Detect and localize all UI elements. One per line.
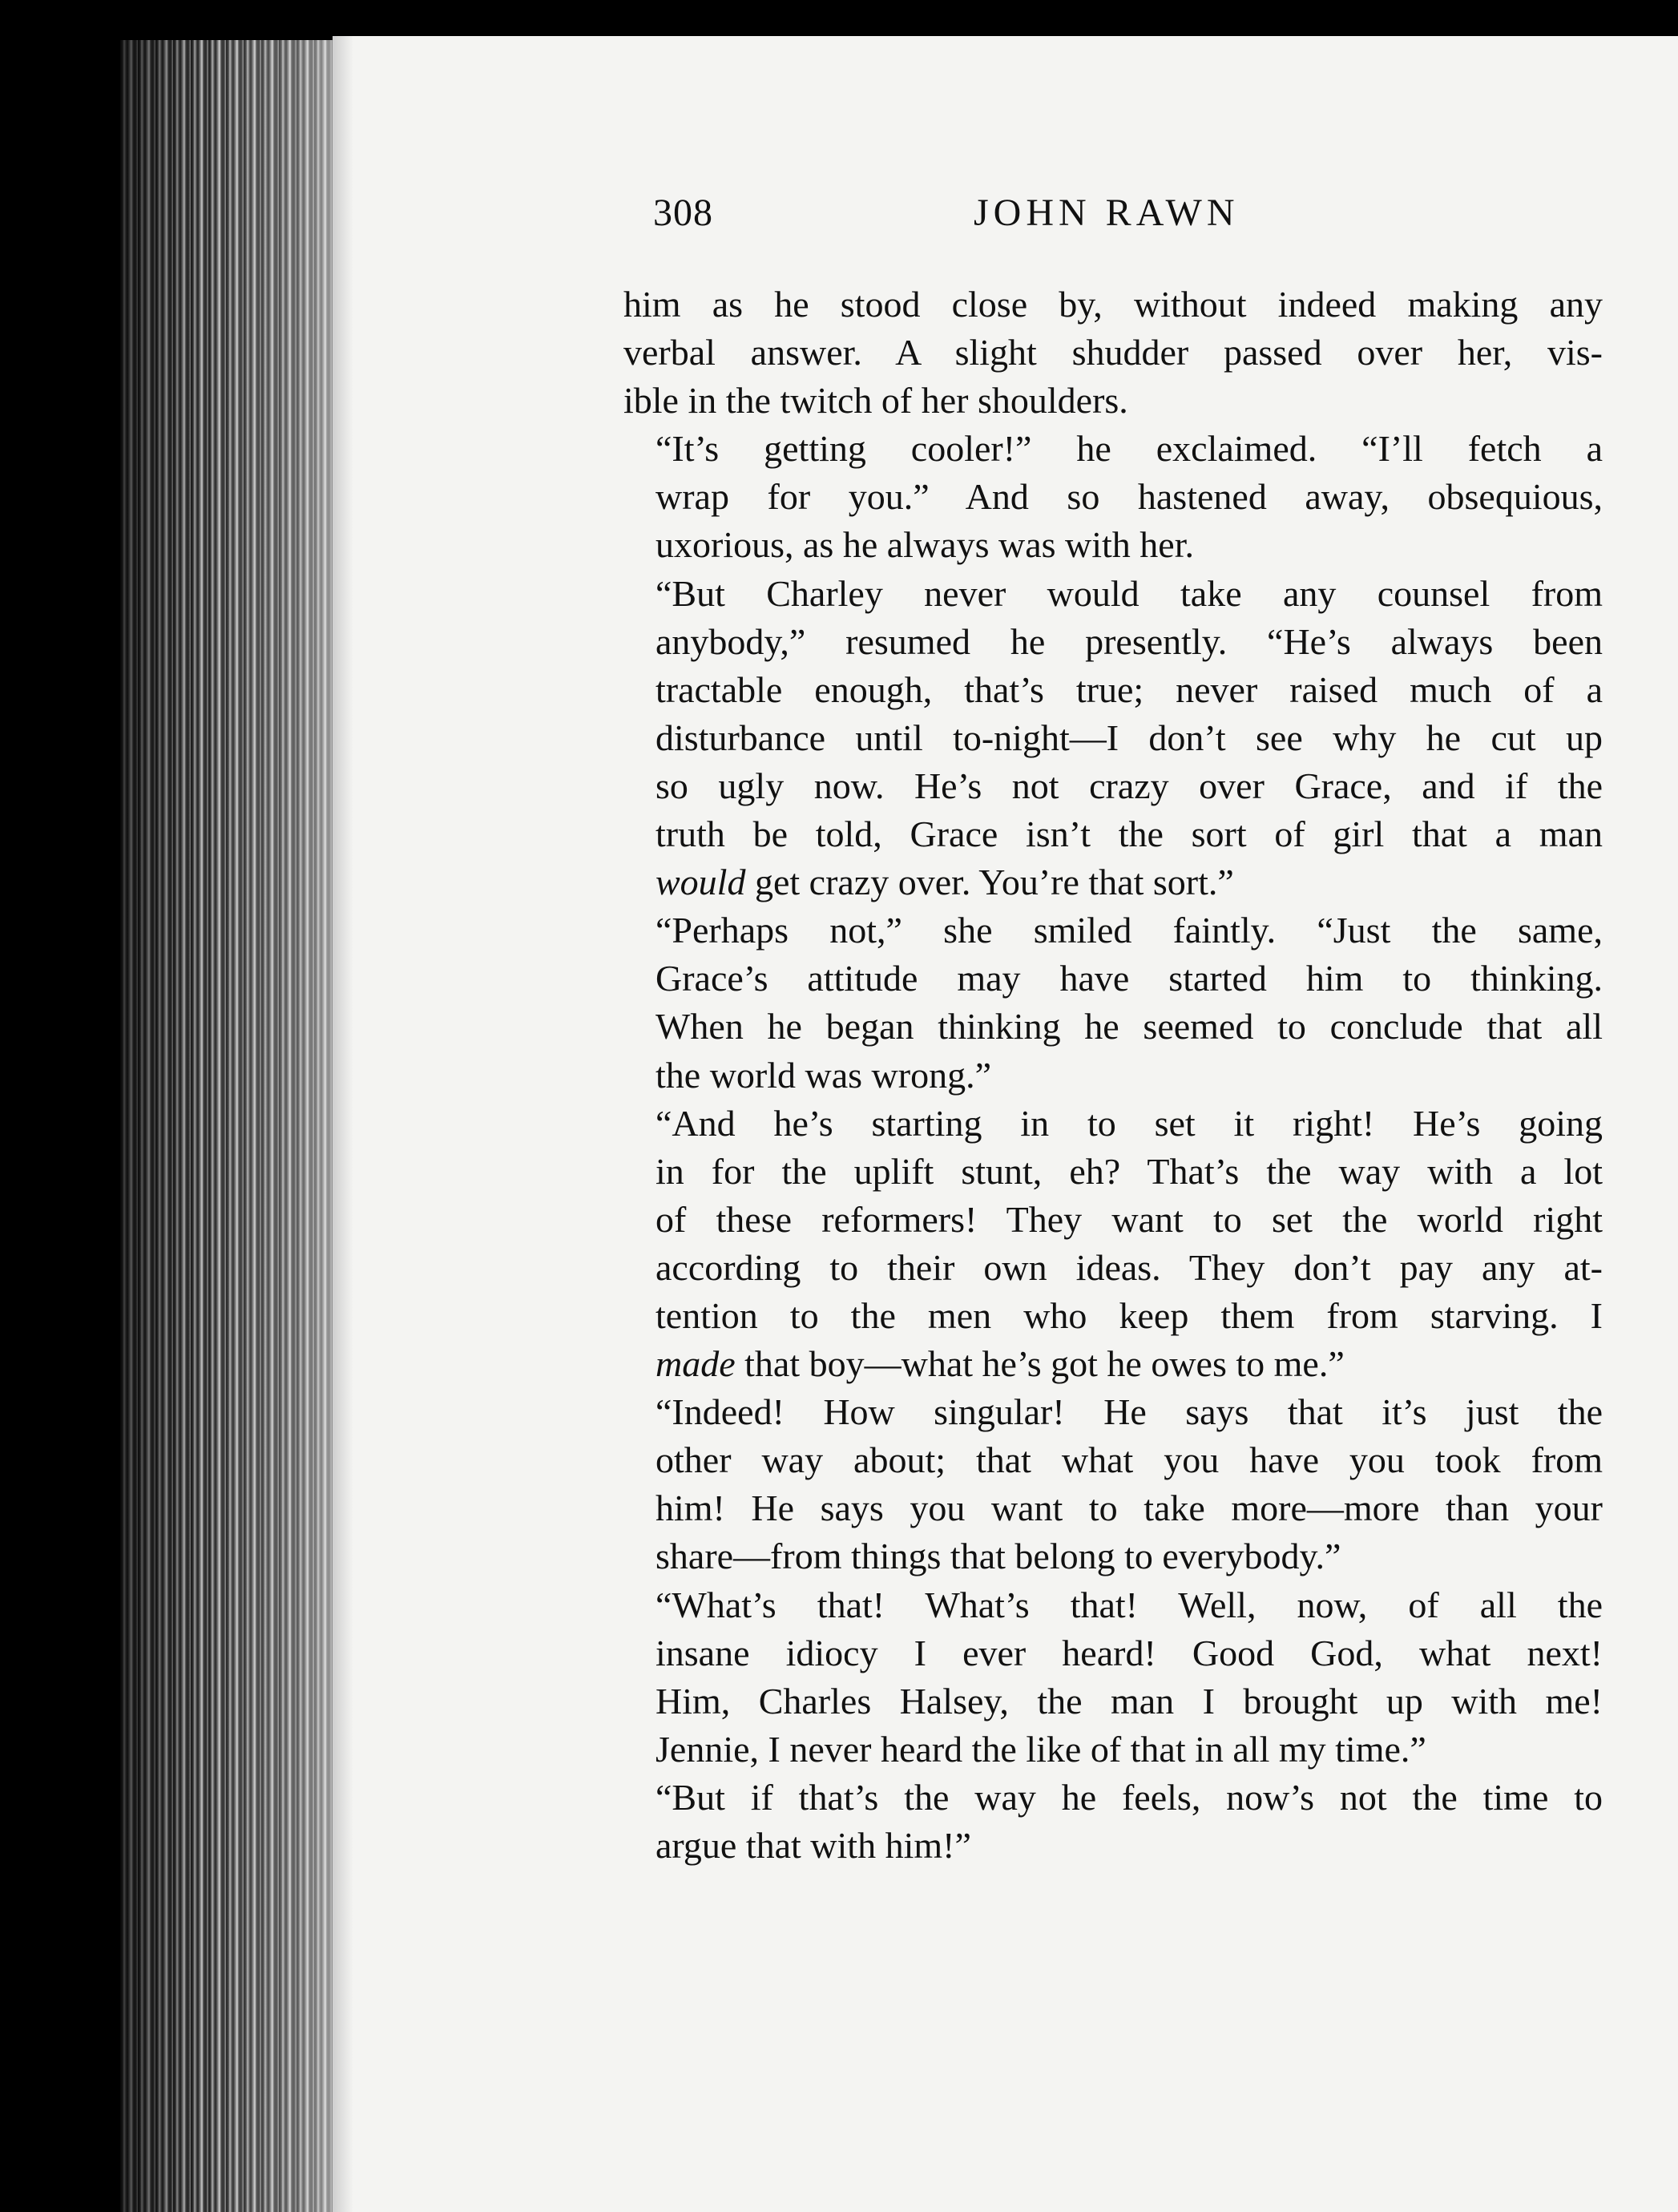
- text-line: in for the uplift stunt, eh? That’s the way with a lot: [655, 1150, 1603, 1192]
- text-line: anybody,” resumed he presently. “He’s always been: [655, 620, 1603, 662]
- running-head: JOHN RAWN: [974, 192, 1240, 234]
- text-line: him! He says you want to take more—more than your: [655, 1487, 1603, 1529]
- body-text: [623, 281, 1603, 1870]
- book-page-edges: [120, 40, 337, 2212]
- paragraph: [623, 425, 1603, 569]
- text-line: tractable enough, that’s true; never raised much of a: [655, 668, 1603, 710]
- paragraph: [623, 570, 1603, 907]
- text-line: truth be told, Grace isn’t the sort of girl that a man: [655, 813, 1603, 855]
- text-line: according to their own ideas. They don’t pay any at-: [655, 1246, 1603, 1288]
- paragraph: [623, 281, 1603, 425]
- text-line: other way about; that what you have you took from: [655, 1439, 1603, 1481]
- text-line: disturbance until to-night—I don’t see why he cut up: [655, 716, 1603, 758]
- text-line: uxorious, as he always was with her.: [655, 524, 1194, 566]
- text-line: share—from things that belong to everybody.”: [655, 1536, 1341, 1577]
- text-line: ible in the twitch of her shoulders.: [623, 380, 1128, 422]
- text-line: argue that with him!”: [655, 1825, 971, 1866]
- paragraph: [623, 1388, 1603, 1580]
- text-line: of these reformers! They want to set the world right: [655, 1198, 1603, 1240]
- text-line: would get crazy over. You’re that sort.”: [655, 862, 1234, 903]
- text-line: wrap for you.” And so hastened away, obsequious,: [655, 476, 1603, 518]
- paragraph: [623, 1774, 1603, 1870]
- text-line: so ugly now. He’s not crazy over Grace, and if the: [655, 765, 1603, 806]
- paragraph: [623, 1100, 1603, 1389]
- text-line: “Indeed! How singular! He says that it’s just the: [655, 1391, 1603, 1433]
- text-line: “It’s getting cooler!” he exclaimed. “I’ll fetch a: [655, 428, 1603, 470]
- text-line: made that boy—what he’s got he owes to me.”: [655, 1343, 1345, 1385]
- text-line: the world was wrong.”: [655, 1054, 992, 1096]
- text-line: “And he’s starting in to set it right! He’s going: [655, 1102, 1603, 1144]
- text-line: verbal answer. A slight shudder passed over her, vis-: [623, 332, 1603, 373]
- text-line: Grace’s attitude may have started him to thinking.: [655, 958, 1603, 999]
- text-line: “But if that’s the way he feels, now’s not the time to: [655, 1776, 1603, 1818]
- text-line: “But Charley never would take any counsel from: [655, 572, 1603, 614]
- text-line: insane idiocy I ever heard! Good God, what next!: [655, 1632, 1603, 1673]
- text-line: “What’s that! What’s that! Well, now, of all the: [655, 1584, 1603, 1625]
- page-number: 308: [653, 192, 713, 234]
- text-line: Jennie, I never heard the like of that in all my time.”: [655, 1728, 1426, 1770]
- text-line: tention to the men who keep them from starving. I: [655, 1294, 1603, 1336]
- text-line: Him, Charles Halsey, the man I brought up with me!: [655, 1680, 1603, 1722]
- paragraph: [623, 1581, 1603, 1774]
- text-line: When he began thinking he seemed to conclude that all: [655, 1006, 1603, 1047]
- page-header: [653, 191, 1302, 239]
- text-line: “Perhaps not,” she smiled faintly. “Just the same,: [655, 910, 1603, 951]
- paragraph: [623, 906, 1603, 1099]
- text-line: him as he stood close by, without indeed making any: [623, 284, 1603, 325]
